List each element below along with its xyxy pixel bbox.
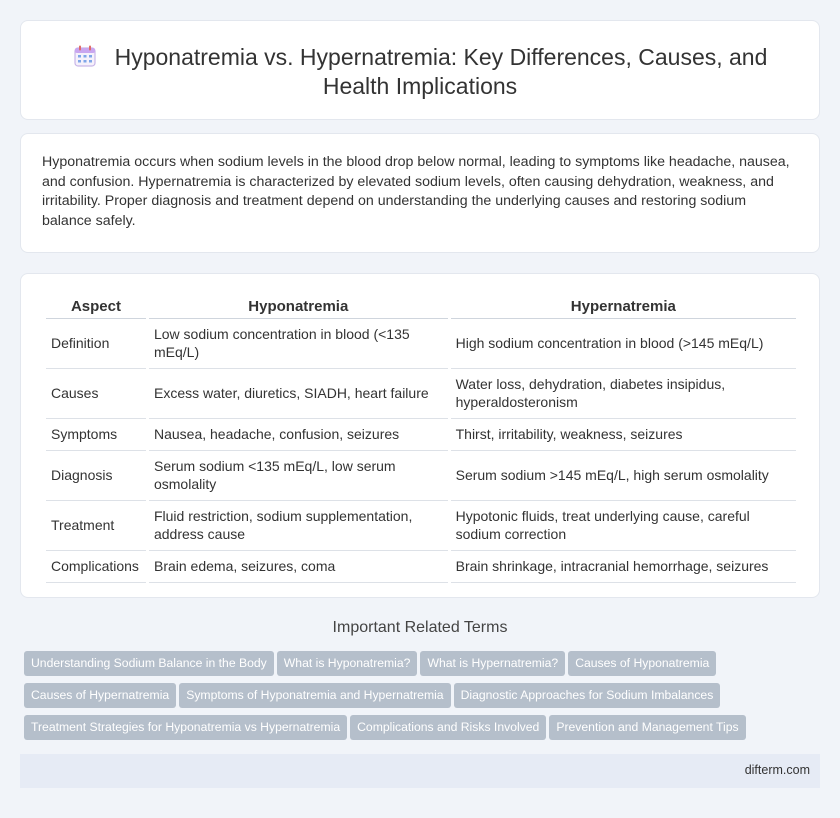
calendar-icon: [73, 44, 97, 68]
row-aspect: Complications: [46, 551, 146, 583]
related-term-link[interactable]: What is Hyponatremia?: [277, 651, 418, 676]
page-title-text: Hyponatremia vs. Hypernatremia: Key Differences, Causes, and Health Implications: [114, 44, 768, 99]
intro-paragraph: Hyponatremia occurs when sodium levels in the blood drop below normal, leading to symptoms like headache, nausea, and confusion. Hypernatremia is characterized by elevated sodium levels, often causing dehydration, weakness, and irritability. Proper diagnosis and treatment depend on understanding the underlying causes and restoring sodium balance safely.: [42, 154, 790, 229]
related-terms-list: [24, 651, 764, 747]
table-header-row: [46, 295, 796, 319]
table-row: [46, 319, 796, 369]
table-row: [46, 551, 796, 583]
row-hypernatremia: Hypotonic fluids, treat underlying cause, careful sodium correction: [451, 501, 796, 551]
related-term-link[interactable]: Understanding Sodium Balance in the Body: [24, 651, 274, 676]
header-aspect: Aspect: [46, 295, 146, 319]
footer: [20, 754, 820, 788]
row-hypernatremia: High sodium concentration in blood (>145 mEq/L): [451, 319, 796, 369]
row-hyponatremia: Fluid restriction, sodium supplementation, address cause: [149, 501, 448, 551]
table-row: [46, 369, 796, 419]
header-hypernatremia: Hypernatremia: [451, 295, 796, 319]
related-term-link[interactable]: What is Hypernatremia?: [420, 651, 565, 676]
table-row: [46, 451, 796, 501]
row-aspect: Definition: [46, 319, 146, 369]
related-term-link[interactable]: Complications and Risks Involved: [350, 715, 546, 740]
header-card: [20, 20, 820, 120]
related-term-link[interactable]: Causes of Hyponatremia: [568, 651, 716, 676]
comparison-card: [20, 273, 820, 598]
row-aspect: Symptoms: [46, 419, 146, 451]
row-aspect: Diagnosis: [46, 451, 146, 501]
row-hypernatremia: Thirst, irritability, weakness, seizures: [451, 419, 796, 451]
row-hypernatremia: Brain shrinkage, intracranial hemorrhage, seizures: [451, 551, 796, 583]
related-term-link[interactable]: Causes of Hypernatremia: [24, 683, 176, 708]
row-hypernatremia: Water loss, dehydration, diabetes insipidus, hyperaldosteronism: [451, 369, 796, 419]
row-hyponatremia: Serum sodium <135 mEq/L, low serum osmolality: [149, 451, 448, 501]
page-title: [61, 43, 779, 101]
row-hyponatremia: Brain edema, seizures, coma: [149, 551, 448, 583]
row-hypernatremia: Serum sodium >145 mEq/L, high serum osmolality: [451, 451, 796, 501]
row-hyponatremia: Low sodium concentration in blood (<135 mEq/L): [149, 319, 448, 369]
table-row: [46, 419, 796, 451]
comparison-table: [43, 295, 799, 583]
row-aspect: Treatment: [46, 501, 146, 551]
related-term-link[interactable]: Treatment Strategies for Hyponatremia vs Hypernatremia: [24, 715, 347, 740]
related-term-link[interactable]: Symptoms of Hyponatremia and Hypernatremia: [179, 683, 450, 708]
intro-card: [20, 133, 820, 253]
related-terms-heading: Important Related Terms: [332, 619, 508, 636]
related-term-link[interactable]: Prevention and Management Tips: [549, 715, 745, 740]
header-hyponatremia: Hyponatremia: [149, 295, 448, 319]
row-hyponatremia: Nausea, headache, confusion, seizures: [149, 419, 448, 451]
footer-site-link[interactable]: difterm.com: [744, 763, 810, 777]
row-aspect: Causes: [46, 369, 146, 419]
row-hyponatremia: Excess water, diuretics, SIADH, heart failure: [149, 369, 448, 419]
table-row: [46, 501, 796, 551]
related-term-link[interactable]: Diagnostic Approaches for Sodium Imbalances: [454, 683, 721, 708]
